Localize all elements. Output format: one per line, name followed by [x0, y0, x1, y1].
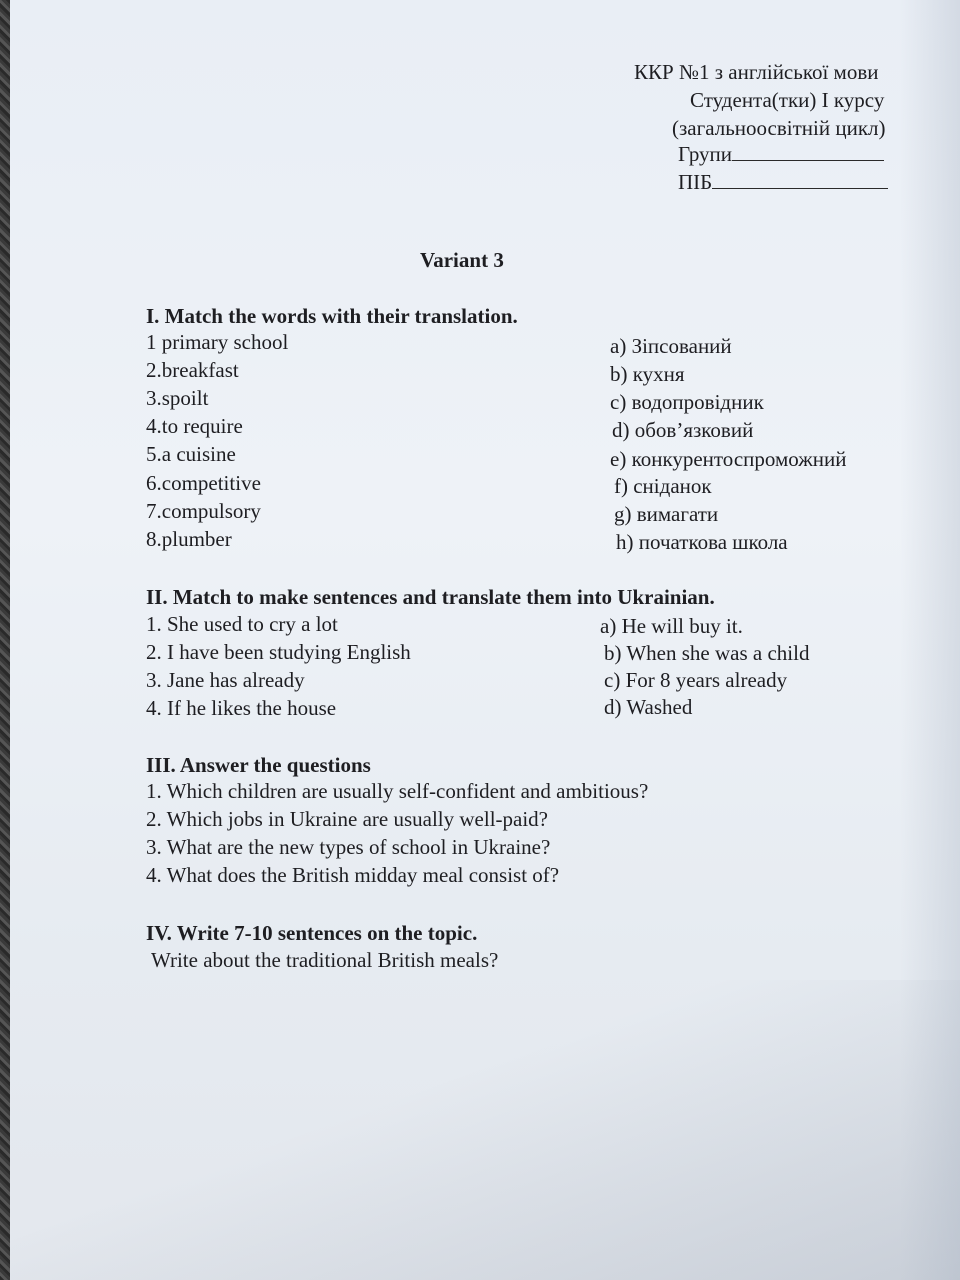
translation-item: g) вимагати — [614, 502, 719, 526]
sentence-start: 2. I have been studying English — [146, 640, 411, 664]
translation-item: e) конкурентоспроможний — [610, 447, 847, 471]
group-blank-line — [732, 140, 884, 161]
name-label: ПІБ — [678, 170, 713, 194]
question-item: 2. Which jobs in Ukraine are usually well-paid? — [146, 807, 548, 831]
word-item: 3.spoilt — [146, 386, 209, 410]
translation-item: a) Зіпсований — [610, 334, 732, 358]
variant-title: Variant 3 — [420, 248, 504, 272]
sentence-start: 4. If he likes the house — [146, 696, 337, 720]
question-item: 3. What are the new types of school in Ukraine? — [146, 835, 551, 859]
sentence-start: 1. She used to cry a lot — [146, 612, 338, 636]
question-item: 4. What does the British midday meal consist of? — [146, 863, 560, 887]
sentence-ending: b) When she was a child — [604, 641, 810, 665]
word-item: 1 primary school — [146, 330, 289, 354]
translation-item: h) початкова школа — [616, 530, 788, 554]
section1-title: I. Match the words with their translation. — [146, 304, 518, 328]
translation-item: d) обов’язковий — [612, 418, 754, 442]
translation-item: c) водопровідник — [610, 390, 764, 414]
sentence-ending: a) He will buy it. — [600, 614, 743, 638]
word-item: 6.competitive — [146, 471, 261, 495]
word-item: 4.to require — [146, 414, 243, 438]
sentence-start: 3. Jane has already — [146, 668, 305, 692]
word-item: 2.breakfast — [146, 358, 239, 382]
sentence-ending: c) For 8 years already — [604, 668, 788, 692]
question-item: 1. Which children are usually self-confident and ambitious? — [146, 779, 649, 803]
paper-shadow — [10, 980, 960, 1280]
sentence-ending: d) Washed — [604, 695, 693, 719]
header-line-1: ККР №1 з англійської мови — [634, 60, 879, 84]
word-item: 5.a cuisine — [146, 442, 236, 466]
section2-title: II. Match to make sentences and translate them into Ukrainian. — [146, 585, 715, 609]
translation-item: f) сніданок — [614, 474, 712, 498]
section3-title: III. Answer the questions — [146, 753, 371, 777]
name-blank-line — [712, 168, 888, 189]
header-line-3: (загальноосвітній цикл) — [672, 116, 886, 140]
paper-shadow-right — [900, 0, 960, 1280]
essay-prompt: Write about the traditional British meals? — [151, 948, 499, 972]
group-field — [678, 140, 884, 168]
translation-item: b) кухня — [610, 362, 685, 386]
group-label: Групи — [678, 142, 733, 166]
header-line-2: Студента(тки) І курсу — [690, 88, 885, 112]
word-item: 7.compulsory — [146, 499, 261, 523]
name-field — [678, 168, 888, 196]
word-item: 8.plumber — [146, 527, 232, 551]
section4-title: IV. Write 7-10 sentences on the topic. — [146, 921, 478, 945]
